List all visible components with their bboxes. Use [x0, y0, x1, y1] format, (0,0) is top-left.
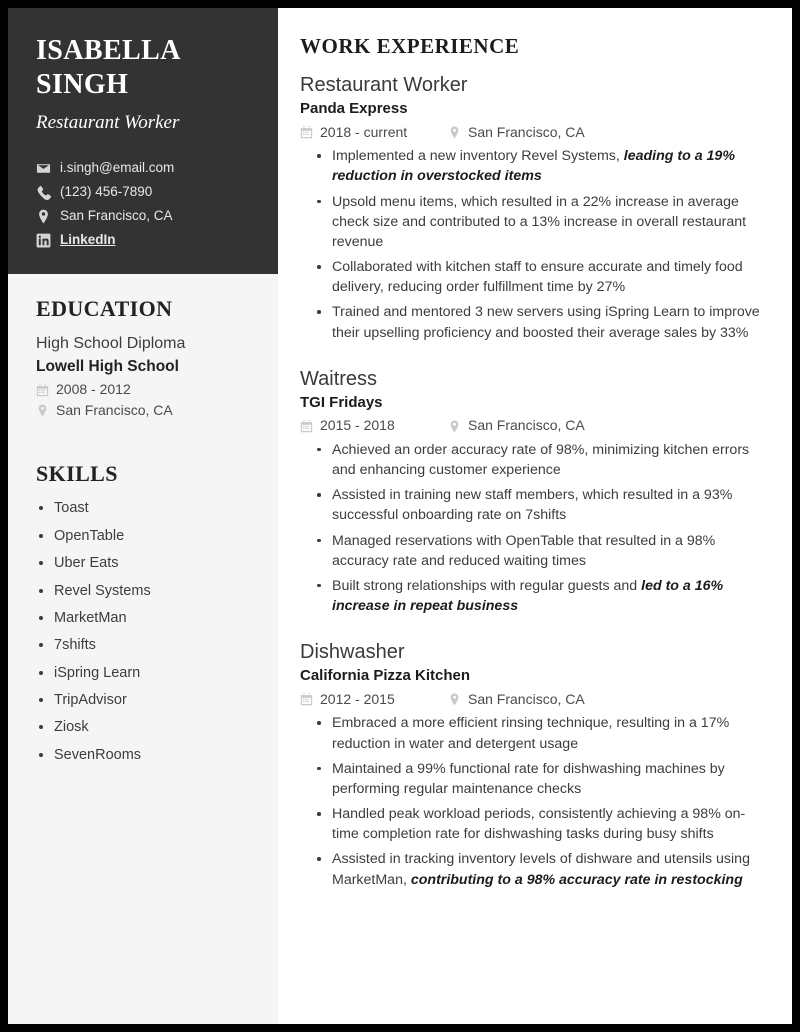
calendar-icon [36, 384, 49, 397]
job-dates: 2012 - 2015 [320, 690, 395, 707]
job-meta [300, 417, 762, 435]
skill-item: MarketMan [36, 609, 250, 628]
skills-list [36, 499, 250, 764]
bullet-text: Managed reservations with OpenTable that resulted in a 98% accuracy rate and reduced waiting times [332, 532, 716, 569]
resume-page [8, 8, 792, 1024]
education-dates-row [36, 381, 250, 399]
skill-item: 7shifts [36, 636, 250, 655]
candidate-name-first: ISABELLA [36, 35, 181, 66]
sidebar [8, 8, 278, 1024]
skill-item: Toast [36, 499, 250, 518]
job-location: San Francisco, CA [468, 417, 585, 434]
skill-item: TripAdvisor [36, 691, 250, 710]
contact-link-linkedin[interactable]: LinkedIn [60, 232, 116, 248]
education-degree: High School Diploma [36, 335, 186, 353]
candidate-name-last: SINGH [36, 69, 129, 101]
job-company: Panda Express [300, 100, 408, 117]
job-dates: 2015 - 2018 [320, 417, 395, 434]
skill-item: Ziosk [36, 718, 250, 737]
contact-item-phone [36, 185, 250, 200]
skill-item: OpenTable [36, 527, 250, 546]
contact-label-phone: (123) 456-7890 [60, 184, 153, 200]
job-title: Restaurant Worker [300, 74, 468, 96]
job-dates-row [300, 691, 448, 709]
bullet-text: Assisted in training new staff members, which resulted in a 93% successful onboarding rate on 7shifts [332, 487, 733, 524]
bullet-text: Built strong relationships with regular guests and [332, 577, 642, 594]
skills-section [36, 461, 250, 764]
envelope-icon [36, 161, 51, 176]
job-bullet [300, 759, 762, 799]
job-bullet [300, 192, 762, 252]
education-heading: EDUCATION [36, 296, 173, 322]
sidebar-body [8, 274, 278, 1024]
bullet-text: Trained and mentored 3 new servers using iSpring Learn to improve their upselling proficiency and boosted their average sales by 33% [332, 304, 760, 341]
candidate-name [36, 34, 250, 102]
job-bullet [300, 531, 762, 571]
job-location: San Francisco, CA [468, 690, 585, 707]
job-bullet [300, 713, 762, 753]
education-location-row [36, 402, 250, 420]
contact-list [36, 161, 250, 248]
job-bullet [300, 146, 762, 186]
job-location-row [448, 124, 585, 142]
job-company: TGI Fridays [300, 393, 383, 411]
jobs-container [300, 73, 762, 890]
candidate-role: Restaurant Worker [36, 112, 180, 134]
skill-item: iSpring Learn [36, 664, 250, 683]
bullet-text: Handled peak workload periods, consistently achieving a 98% on-time completion rate for dishwashing tasks during busy shifts [332, 806, 746, 843]
bullet-text: Upsold menu items, which resulted in a 22% increase in average check size and contributed to a 13% increase in overall restaurant revenue [332, 193, 747, 250]
job-bullet [300, 257, 762, 297]
contact-item-linkedin[interactable] [36, 233, 250, 248]
job-entry [300, 73, 762, 343]
job-location-row [448, 417, 585, 435]
bullet-emphasis: led to a 16% increase in repeat business [332, 577, 724, 614]
bullet-emphasis: leading to a 19% reduction in overstocked items [332, 148, 735, 185]
map-pin-icon [448, 693, 461, 706]
calendar-icon [300, 693, 313, 706]
bullet-text: Maintained a 99% functional rate for dishwashing machines by performing regular maintenance checks [332, 760, 725, 797]
bullet-text: Implemented a new inventory Revel Systems, [332, 148, 624, 165]
job-entry [300, 640, 762, 890]
bullet-text: Achieved an order accuracy rate of 98%, minimizing kitchen errors and enhancing customer experience [332, 441, 750, 479]
job-location-row [448, 691, 585, 709]
job-bullets [300, 440, 762, 616]
job-bullet [300, 302, 762, 342]
education-section [36, 296, 250, 419]
job-title: Dishwasher [300, 641, 405, 664]
job-meta [300, 691, 762, 709]
job-bullet [300, 849, 762, 889]
job-bullets [300, 146, 762, 342]
job-bullet [300, 485, 762, 525]
job-dates: 2018 - current [320, 123, 408, 140]
skill-item: SevenRooms [36, 746, 250, 765]
job-bullet [300, 804, 762, 844]
bullet-text: Assisted in tracking inventory levels of dishware and utensils using MarketMan, [332, 851, 750, 888]
bullet-text: Embraced a more efficient rinsing technique, resulting in a 17% reduction in water and detergent usage [332, 715, 730, 752]
main-column [278, 8, 792, 1024]
education-school: Lowell High School [36, 358, 179, 376]
job-bullet [300, 576, 762, 616]
sidebar-header-block [8, 8, 278, 274]
bullet-emphasis: contributing to a 98% accuracy rate in restocking [410, 871, 743, 888]
job-bullets [300, 713, 762, 889]
work-experience-heading: WORK EXPERIENCE [300, 34, 520, 58]
job-entry [300, 367, 762, 617]
job-company: California Pizza Kitchen [300, 667, 471, 685]
skills-heading: SKILLS [36, 461, 118, 487]
bullet-text: Collaborated with kitchen staff to ensure accurate and timely food delivery, reducing order fulfillment time by 27% [332, 259, 743, 296]
skill-item: Uber Eats [36, 554, 250, 573]
contact-item-email [36, 161, 250, 176]
job-bullet [300, 440, 762, 480]
map-pin-icon [448, 126, 461, 139]
education-dates: 2008 - 2012 [56, 381, 131, 398]
map-pin-icon [36, 209, 51, 224]
linkedin-icon [36, 233, 51, 248]
job-title: Waitress [300, 367, 378, 390]
calendar-icon [300, 126, 313, 139]
contact-label-location: San Francisco, CA [60, 208, 173, 224]
job-dates-row [300, 124, 448, 142]
map-pin-icon [36, 404, 49, 417]
contact-item-location [36, 209, 250, 224]
calendar-icon [300, 420, 313, 433]
phone-icon [36, 185, 51, 200]
skill-item: Revel Systems [36, 582, 250, 601]
education-location: San Francisco, CA [56, 401, 173, 418]
job-location: San Francisco, CA [468, 123, 585, 140]
job-meta [300, 124, 762, 142]
map-pin-icon [448, 420, 461, 433]
job-dates-row [300, 417, 448, 435]
contact-label-email: i.singh@email.com [60, 160, 175, 176]
